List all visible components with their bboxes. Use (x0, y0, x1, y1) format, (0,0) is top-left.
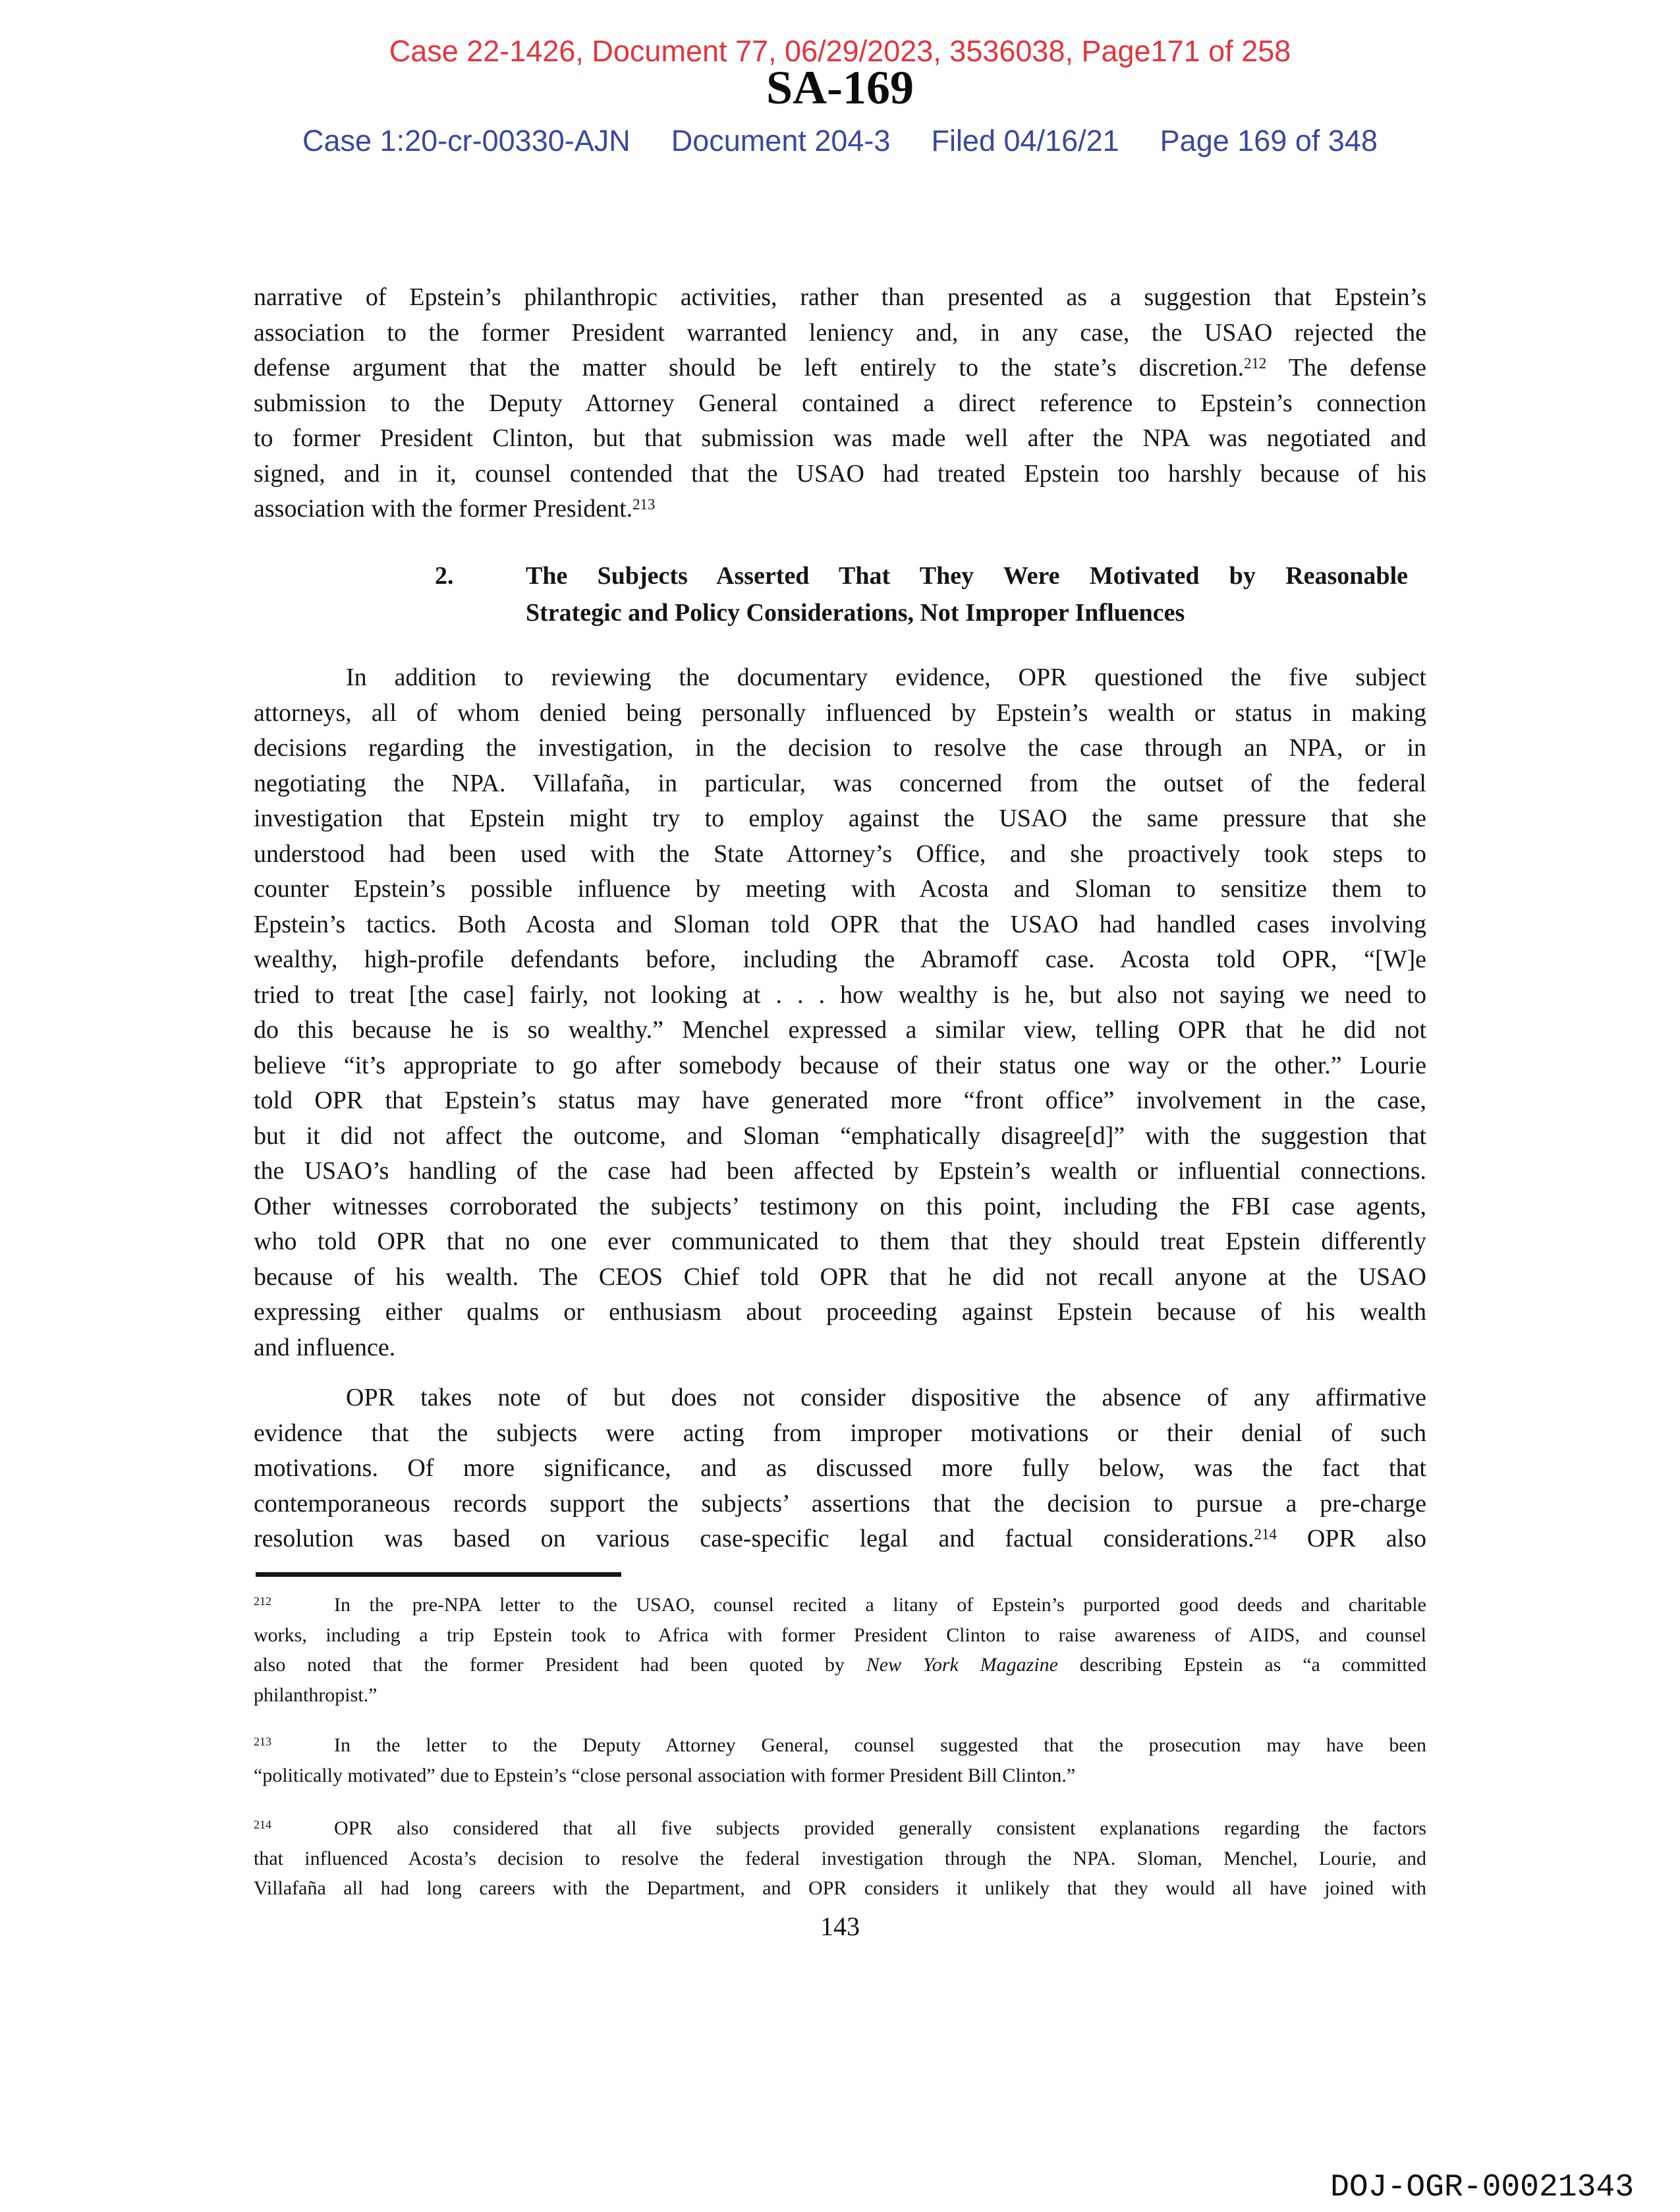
text-line: $^{213}$ In the letter to the Deputy Attorney General, counsel suggested that the prosecution may have been (254, 1734, 1426, 1756)
text-line: who told OPR that no one ever communicated to them that they should treat Epstein differently (254, 1228, 1426, 1255)
text-line: $^{214}$ OPR also considered that all five subjects provided generally consistent explanations regarding the factors (254, 1817, 1426, 1839)
page-number: 143 (820, 1912, 860, 1941)
body-paragraph-1 (254, 280, 1426, 527)
text-line: because of his wealth. The CEOS Chief told OPR that he did not recall anyone at the USAO (254, 1262, 1426, 1291)
text-line: contemporaneous records support the subjects’ assertions that the decision to pursue a pre-charge (254, 1489, 1426, 1517)
text-line: to former President Clinton, but that submission was made well after the NPA was negotiated and (254, 424, 1426, 452)
text-line: “politically motivated” due to Epstein’s “close personal association with former President Bill Clinton.” (254, 1764, 1076, 1786)
body-paragraph-2 (254, 660, 1426, 1365)
text-line: decisions regarding the investigation, in the decision to resolve the case through an NPA, or in (254, 734, 1426, 762)
section-heading-number: 2. (435, 562, 454, 590)
body-paragraph-3 (254, 1380, 1426, 1557)
text-line: understood had been used with the State Attorney’s Office, and she proactively took steps to (254, 839, 1426, 868)
text-line: that influenced Acosta’s decision to resolve the federal investigation through the NPA. Sloman, Menchel, Lourie, and (254, 1847, 1426, 1869)
footnote-213 (254, 1730, 1426, 1790)
text-line: told OPR that Epstein’s status may have generated more “front office” involvement in the case, (254, 1087, 1426, 1114)
text-line: signed, and in it, counsel contended that the USAO had treated Epstein too harshly because of his (254, 459, 1426, 488)
text-line: Strategic and Policy Considerations, Not Improper Influences (526, 599, 1185, 627)
text-line: tried to treat [the case] fairly, not looking at . . . how wealthy is he, but also not saying we need to (254, 980, 1426, 1009)
footnote-separator (256, 1572, 621, 1577)
text-line: investigation that Epstein might try to employ against the USAO the same pressure that she (254, 805, 1426, 832)
text-line: works, including a trip Epstein took to Africa with former President Clinton to raise awareness of AIDS, and counsel (254, 1624, 1426, 1646)
text-line: wealthy, high-profile defendants before, including the Abramoff case. Acosta told OPR, “[W]e (254, 946, 1426, 973)
text-line: but it did not affect the outcome, and Sloman “emphatically disagree[d]” with the suggestion that (254, 1121, 1426, 1150)
footnote-214 (254, 1813, 1426, 1904)
text-line: The Subjects Asserted That They Were Motivated by Reasonable (526, 562, 1408, 590)
text-line: Villafaña all had long careers with the Department, and OPR considers it unlikely that they would all have joined with (254, 1877, 1426, 1899)
text-line: Other witnesses corroborated the subjects’ testimony on this point, including the FBI case agents, (254, 1192, 1426, 1220)
text-line: $^{212}$ In the pre-NPA letter to the USAO, counsel recited a litany of Epstein’s purported good deeds and charitable (254, 1594, 1426, 1616)
text-line: and influence. (254, 1333, 396, 1361)
appellate-case-header: Case 22-1426, Document 77, 06/29/2023, 3536038, Page171 of 258 (389, 34, 1291, 68)
appendix-page-label: SA-169 (766, 61, 914, 114)
text-line: counter Epstein’s possible influence by meeting with Acosta and Sloman to sensitize them to (254, 875, 1426, 903)
text-line: OPR takes note of but does not consider dispositive the absence of any affirmative (346, 1384, 1426, 1411)
district-case-header (0, 124, 1680, 158)
text-line: attorneys, all of whom denied being personally influenced by Epstein’s wealth or status in making (254, 698, 1426, 727)
text-line: association with the former President.$^{213}$ (254, 495, 656, 523)
text-line: motivations. Of more significance, and as discussed more fully below, was the fact that (254, 1454, 1426, 1482)
district-header-page: Page 169 of 348 (1160, 124, 1378, 157)
district-header-document: Document 204-3 (671, 124, 891, 157)
bates-number: DOJ-OGR-00021343 (1330, 2170, 1634, 2205)
text-line: the USAO’s handling of the case had been affected by Epstein’s wealth or influential connections. (254, 1157, 1426, 1185)
text-line: evidence that the subjects were acting from improper motivations or their denial of such (254, 1419, 1426, 1447)
text-line: Epstein’s tactics. Both Acosta and Sloman told OPR that the USAO had handled cases involving (254, 910, 1426, 938)
text-line: philanthropist.” (254, 1684, 378, 1706)
text-line: narrative of Epstein’s philanthropic activities, rather than presented as a suggestion that Epstein’s (254, 283, 1426, 311)
text-line: resolution was based on various case-specific legal and factual considerations.$^{214}$ OPR also (254, 1525, 1426, 1552)
text-line: association to the former President warranted leniency and, in any case, the USAO rejected the (254, 318, 1426, 347)
text-line: do this because he is so wealthy.” Menchel expressed a similar view, telling OPR that he did not (254, 1016, 1426, 1044)
text-line: believe “it’s appropriate to go after somebody because of their status one way or the other.” Lourie (254, 1051, 1426, 1079)
text-line: In addition to reviewing the documentary evidence, OPR questioned the five subject (346, 664, 1426, 691)
section-heading-text (526, 557, 1408, 631)
text-line: submission to the Deputy Attorney General contained a direct reference to Epstein’s connection (254, 389, 1426, 417)
text-line: also noted that the former President had been quoted by New York Magazine describing Epstein as “a committed (254, 1654, 1426, 1676)
text-line: defense argument that the matter should be left entirely to the state’s discretion.$^{212}$ The defense (254, 354, 1426, 382)
section-heading (435, 557, 1408, 631)
text-line: expressing either qualms or enthusiasm about proceeding against Epstein because of his wealth (254, 1298, 1426, 1326)
footnote-212 (254, 1590, 1426, 1710)
text-line: negotiating the NPA. Villafaña, in particular, was concerned from the outset of the federal (254, 769, 1426, 797)
district-header-case: Case 1:20-cr-00330-AJN (302, 124, 630, 157)
district-header-filed: Filed 04/16/21 (931, 124, 1119, 157)
